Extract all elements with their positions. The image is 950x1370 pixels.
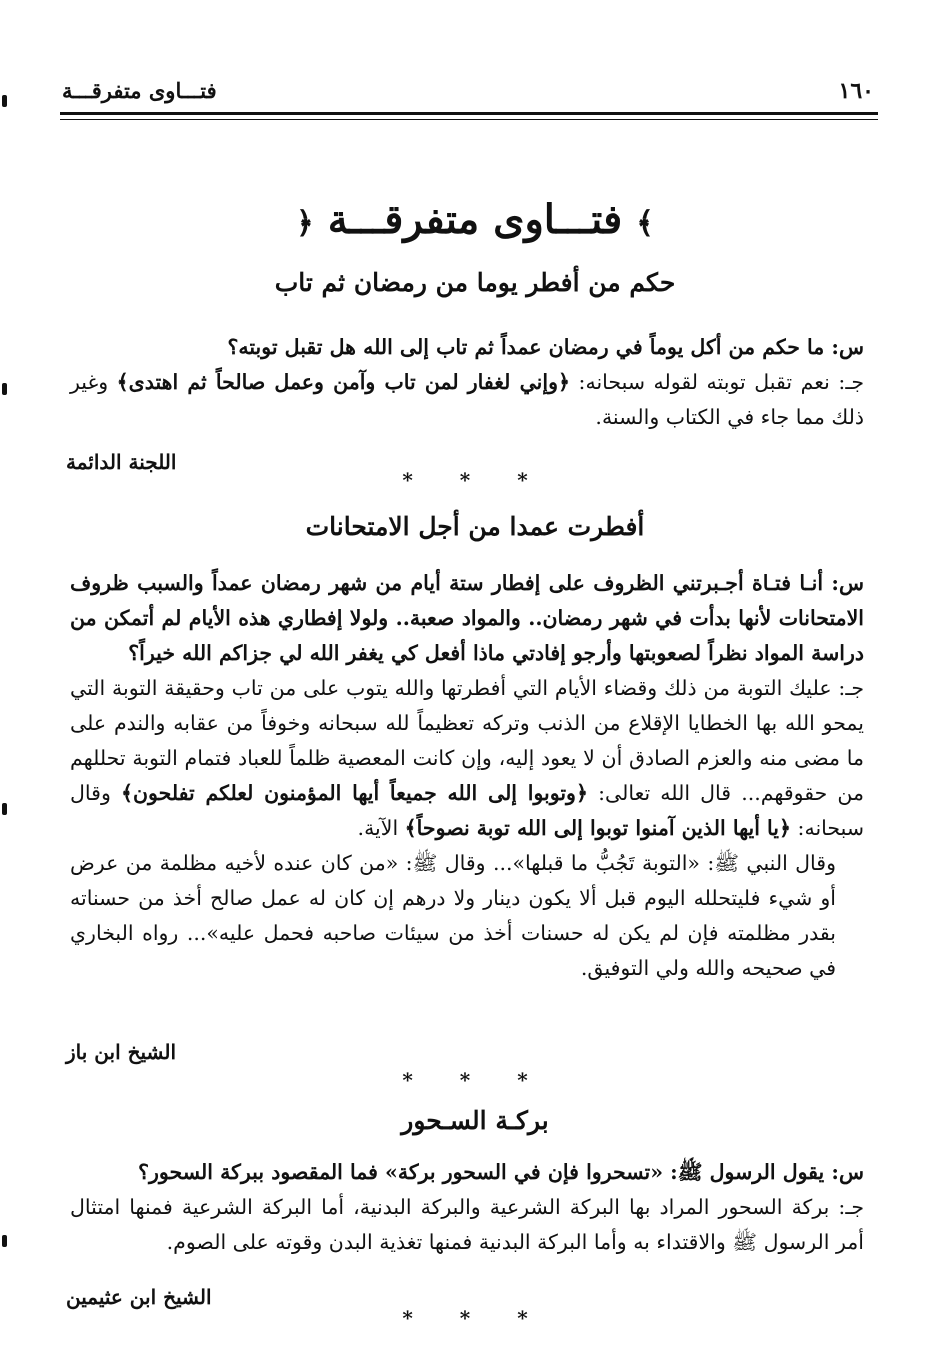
page-number: ١٦٠ [838, 78, 874, 104]
signature-1: اللجنة الدائمة [66, 450, 177, 474]
scan-mark [2, 95, 7, 107]
answer-3: جـ: بركة السحور المراد بها البركة الشرعية والبركة البدنية، أما البركة الشرعية فمنها امتثال أمر الرسول ﷺ والاقتداء به وأما البركة البدنية فمنها تغذية البدن وقوته على الصوم. [70, 1195, 864, 1254]
separator-1: * * * [402, 468, 548, 492]
section-title-2: أفطرت عمدا من أجل الامتحانات [305, 512, 645, 541]
answer-2-mid: وقال سبحانه: [70, 781, 864, 840]
question-3-lead: س: [824, 1160, 864, 1184]
answer-1-suffix: وغير ذلك مما جاء في الكتاب والسنة. [70, 370, 864, 429]
answer-2-quote-1: ﴿وتوبوا إلى الله جميعاً أيها المؤمنون لعلكم تفلحون﴾ [120, 781, 588, 805]
signature-2: الشيخ ابن باز [66, 1040, 177, 1064]
answer-2-paragraph-1 [70, 671, 864, 846]
answer-1-prefix: جـ: نعم تقبل توبته لقوله سبحانه: [570, 370, 864, 394]
section-title-3: بركـة السـحور [401, 1106, 549, 1135]
question-3-text: يقول الرسول ﷺ: «تسحروا فإن في السحور بركة» فما المقصود ببركة السحور؟ [138, 1160, 825, 1184]
separator-2: * * * [402, 1068, 548, 1092]
answer-1 [70, 365, 864, 435]
scan-mark [2, 383, 7, 395]
ornament-right: ﴾ [636, 206, 654, 241]
ornament-left: ﴿ [296, 206, 314, 241]
scan-mark [2, 1235, 7, 1247]
section-3-body [70, 1155, 864, 1260]
question-3 [70, 1155, 864, 1190]
section-1-body [70, 330, 864, 435]
separator-3: * * * [402, 1306, 548, 1330]
main-title-text: فتـــاوى متفرقـــة [327, 196, 623, 243]
scan-mark [2, 803, 7, 815]
question-1: س: ما حكم من أكل يوماً في رمضان عمداً ثم تاب إلى الله هل تقبل توبته؟ [227, 335, 864, 359]
main-title [0, 196, 950, 243]
header-rule-thin [60, 119, 878, 120]
signature-3: الشيخ ابن عثيمين [66, 1285, 212, 1309]
section-2-body [70, 566, 864, 986]
answer-2-end: الآية. [357, 816, 405, 840]
question-2: س: أنـا فتـاة أجـبرتني الظروف على إفطار ستة أيام من شهر رمضان عمداً والسبب ظروف الامتحانات لأنها بدأت في شهر رمضان.. والمواد صعبة.. ولولا إفطاري هذه الأيام لم أتمكن من دراسة المواد نظراً لصعوبتها وأرجو إفادتي ماذا أفعل كي يغفر الله لي جزاكم الله خيراً؟ [70, 571, 864, 665]
answer-2-text: جـ: عليك التوبة من ذلك وقضاء الأيام التي أفطرتها والله يتوب على من تاب وحقيقة التوبة التي يمحو الله بها الخطايا الإقلاع من الذنب وتركه تعظيماً لله سبحانه وخوفاً من عقابه والندم على ما مضى منه والعزم الصادق أن لا يعود إليه، وإن كانت المعصية ظلماً للعباد فتمام التوبة تحللهم من حقوقهم... قال الله تعالى: [70, 676, 865, 805]
running-title: فتـــاوى متفرقـــة [62, 78, 217, 103]
answer-2-paragraph-2: وقال النبي ﷺ: «التوبة تَجُبُّ ما قبلها»... وقال ﷺ: «من كان عنده لأخيه مظلمة من عرض أو شيء فليتحلله اليوم قبل ألا يكون دينار ولا درهم إن كان له عمل صالح أخذ من حسناته بقدر مظلمته فإن لم يكن له حسنات أخذ من سيئات صاحبه فحمل عليه»... رواه البخاري في صحيحه والله ولي التوفيق. [70, 851, 836, 980]
answer-1-quote: ﴿وإني لغفار لمن تاب وآمن وعمل صالحاً ثم اهتدى﴾ [116, 370, 570, 394]
header-rule-thick [60, 112, 878, 115]
section-title-1: حكم من أفطر يوما من رمضان ثم تاب [274, 268, 676, 297]
answer-2-quote-2: ﴿يا أيها الذين آمنوا توبوا إلى الله توبة نصوحاً﴾ [404, 816, 792, 840]
